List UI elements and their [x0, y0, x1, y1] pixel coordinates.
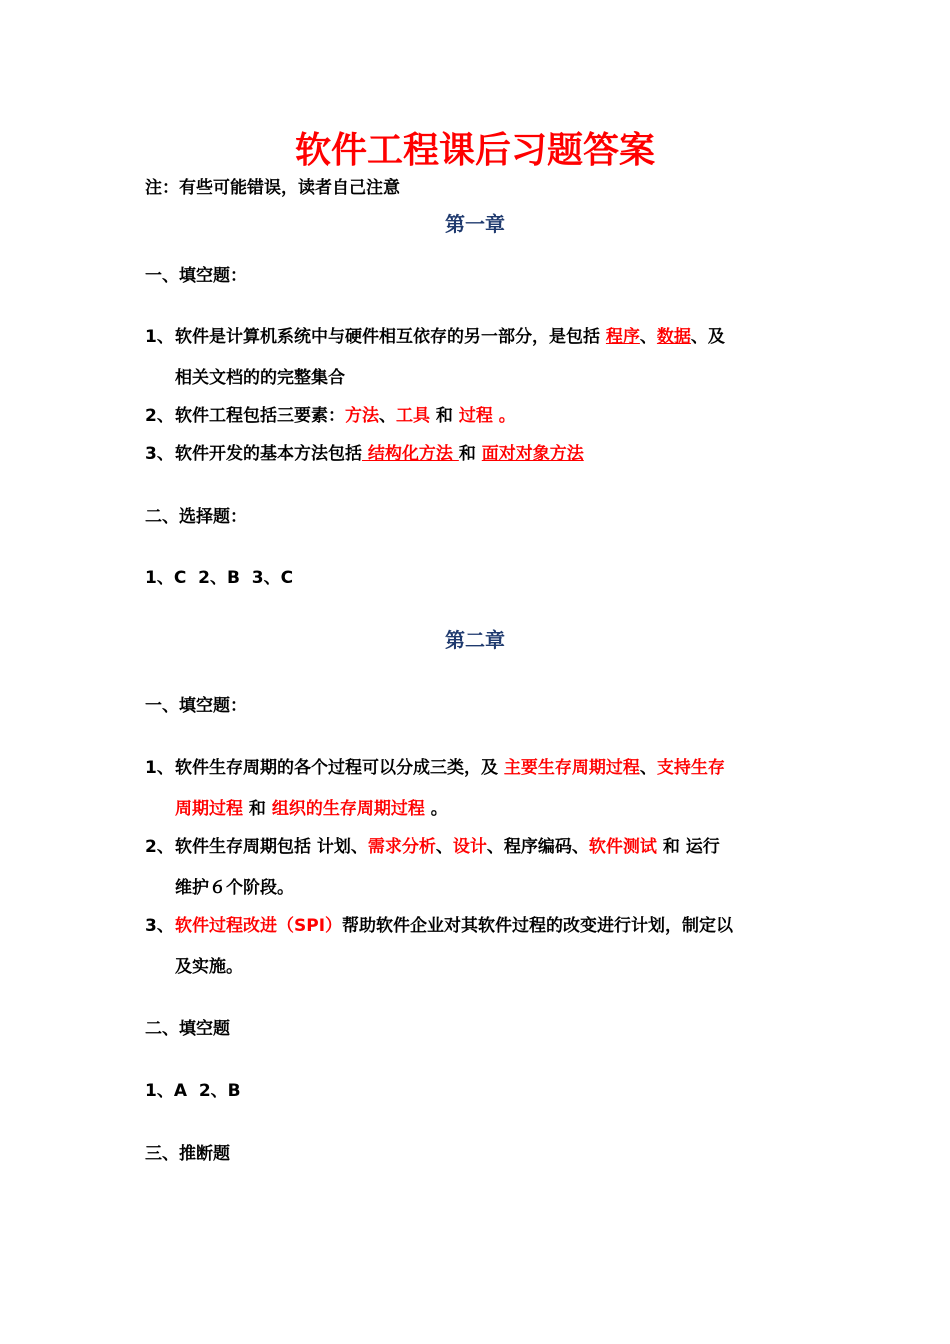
- answer: 组织的生存周期过程: [271, 799, 425, 819]
- ch1-choice-heading: 二、选择题：: [145, 507, 247, 527]
- ch2-q2: [145, 835, 720, 859]
- answer: 软件测试: [588, 837, 657, 857]
- answer: 方法: [345, 406, 379, 426]
- answer: 程序: [605, 327, 640, 347]
- separator: 、: [379, 406, 396, 426]
- ch1-q2: [145, 404, 516, 428]
- document-title: 软件工程课后习题答案: [294, 129, 655, 171]
- chapter-2-heading: 第二章: [445, 628, 505, 652]
- ch1-fill-heading: 一、填空题：: [145, 266, 247, 286]
- ch2-q3: [145, 914, 733, 938]
- separator: 和: [430, 406, 459, 426]
- ch1-q1: [145, 325, 725, 349]
- ch2-section3-heading: 三、推断题: [145, 1144, 230, 1164]
- question-text: 软件生存周期的各个过程可以分成三类，及: [175, 758, 504, 778]
- answer: 数据: [656, 327, 691, 347]
- question-number: 2、: [145, 837, 174, 857]
- answer: 软件过程改进（SPI）: [175, 916, 343, 936]
- question-text: 软件开发的基本方法包括: [175, 444, 362, 464]
- question-number: 2、: [145, 406, 174, 426]
- answer: 结构化方法: [362, 444, 459, 464]
- separator: 、: [435, 837, 453, 857]
- question-number: 1、: [145, 758, 174, 778]
- answer: 过程: [458, 406, 493, 426]
- question-number: 1、: [145, 327, 174, 347]
- question-text: 帮助软件企业对其软件过程的改变进行计划，制定以: [342, 916, 734, 936]
- question-text: 、及: [690, 327, 725, 347]
- question-number: 3、: [145, 444, 174, 464]
- ch2-q1-line2: [175, 797, 448, 821]
- answer: 设计: [452, 837, 487, 857]
- question-number: 3、: [145, 916, 174, 936]
- ch1-q1-line2: 相关文档的的完整集合: [175, 368, 345, 388]
- ch1-choice-answers: 1、C 2、B 3、C: [145, 568, 294, 588]
- answer: 工具: [396, 406, 430, 426]
- ch2-q1: [145, 756, 725, 780]
- question-text: 软件生存周期包括 计划、: [175, 837, 368, 857]
- answer: 面对对象方法: [481, 444, 584, 464]
- note: 注：有些可能错误，读者自己注意: [145, 178, 400, 198]
- ch2-section2-answers: 1、A 2、B: [145, 1081, 241, 1101]
- answer: 支持生存: [656, 758, 725, 778]
- question-text: 和 运行: [656, 837, 720, 857]
- separator: 、: [639, 758, 657, 778]
- chapter-1-heading: 第一章: [445, 212, 505, 236]
- answer: 需求分析: [367, 837, 436, 857]
- question-end: 。: [424, 799, 448, 819]
- ch1-q3: [145, 442, 584, 466]
- ch2-section2-heading: 二、填空题: [145, 1019, 230, 1039]
- separator: 和: [243, 799, 272, 819]
- answer: 主要生存周期过程: [503, 758, 640, 778]
- question-text: 软件是计算机系统中与硬件相互依存的另一部分，是包括: [175, 327, 606, 347]
- separator: 、: [639, 327, 657, 347]
- answer: 周期过程: [175, 799, 243, 819]
- question-text: 、程序编码、: [486, 837, 589, 857]
- ch2-q2-line2: 维护６个阶段。: [175, 878, 294, 898]
- question-text: 软件工程包括三要素：: [175, 406, 345, 426]
- ch2-fill-heading: 一、填空题：: [145, 696, 247, 716]
- separator: 和: [458, 444, 482, 464]
- ch2-q3-line2: 及实施。: [175, 957, 243, 977]
- question-end: 。: [492, 406, 516, 426]
